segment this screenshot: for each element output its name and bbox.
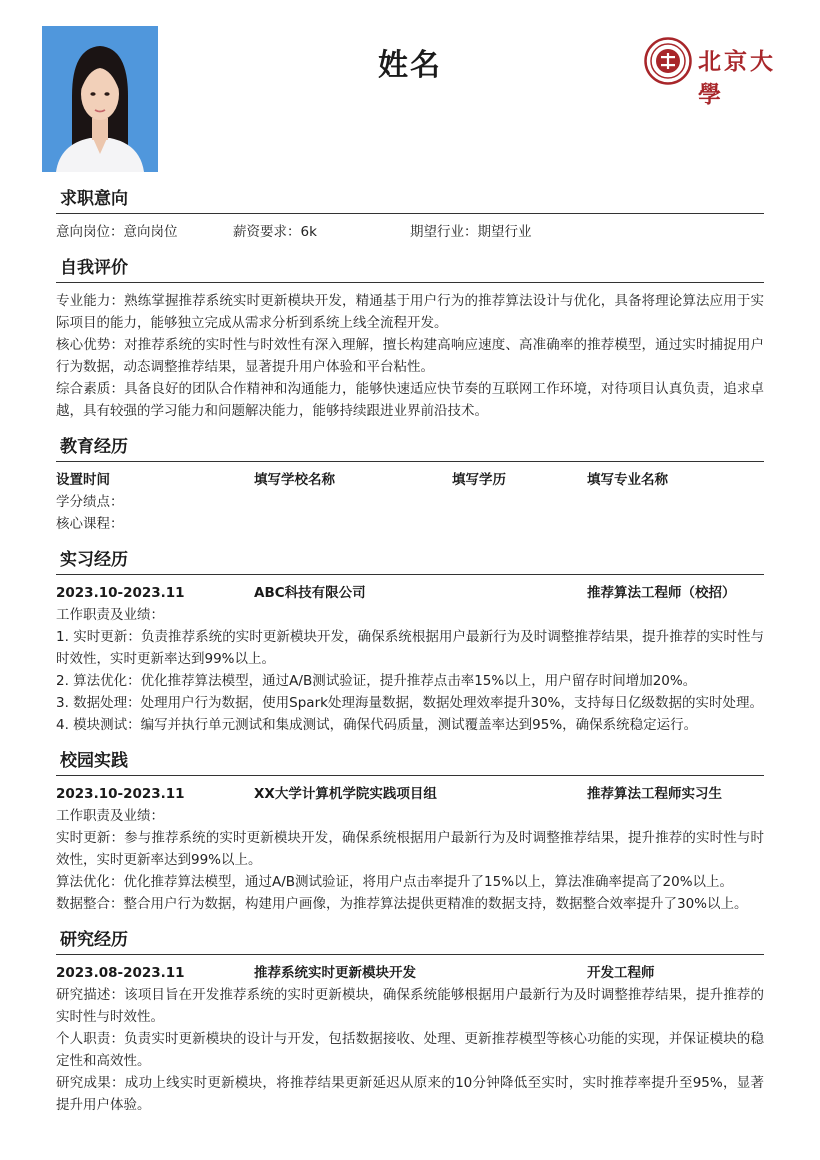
section-research [56, 927, 764, 1116]
research-item: 个人职责：负责实时更新模块的设计与开发，包括数据接收、处理、更新推荐模型等核心功能的实现，并保证模块的稳定性和高效性。 [56, 1031, 764, 1069]
education-degree: 填写学历 [452, 472, 506, 488]
self-eval-paragraph: 专业能力：熟练掌握推荐系统实时更新模块开发，精通基于用户行为的推荐算法设计与优化，具备将理论算法应用于实际项目的能力，能够独立完成从需求分析到系统上线全流程开发。 [56, 293, 764, 331]
education-courses: 核心课程： [56, 516, 124, 532]
internship-time: 2023.10-2023.11 [56, 585, 185, 601]
research-header-row [56, 962, 764, 984]
education-school: 填写学校名称 [254, 472, 335, 488]
university-logo-text: 北京大學 [698, 48, 776, 108]
campus-item: 实时更新：参与推荐系统的实时更新模块开发，确保系统根据用户最新行为及时调整推荐结果，提升推荐的实时性与时效性，实时更新率达到99%以上。 [56, 830, 764, 868]
research-item: 研究描述：该项目旨在开发推荐系统的实时更新模块，确保系统能够根据用户最新行为及时调整推荐结果，提升推荐的实时性与时效性。 [56, 987, 764, 1025]
campus-role: 推荐算法工程师实习生 [587, 786, 722, 802]
education-major: 填写专业名称 [587, 472, 668, 488]
education-time: 设置时间 [56, 472, 110, 488]
internship-header-row [56, 582, 764, 604]
education-header-row [56, 469, 764, 491]
research-project: 推荐系统实时更新模块开发 [254, 965, 416, 981]
research-role: 开发工程师 [587, 965, 655, 981]
research-item: 研究成果：成功上线实时更新模块，将推荐结果更新延迟从原来的10分钟降低至实时，实时推荐率提升至95%，显著提升用户体验。 [56, 1075, 764, 1113]
section-internship [56, 547, 764, 736]
campus-item: 数据整合：整合用户行为数据，构建用户画像，为推荐算法提供更精准的数据支持，数据整合效率提升了30%以上。 [56, 896, 748, 912]
campus-organization: XX大学计算机学院实践项目组 [254, 786, 437, 802]
intent-salary: 薪资要求：6k [233, 224, 317, 240]
intent-position: 意向岗位：意向岗位 [56, 224, 178, 240]
education-gpa: 学分绩点： [56, 494, 124, 510]
university-logo [644, 37, 794, 108]
self-eval-paragraph: 核心优势：对推荐系统的实时性与时效性有深入理解，擅长构建高响应速度、高准确率的推荐模型，通过实时捕捉用户行为数据，动态调整推荐结果，显著提升用户体验和平台粘性。 [56, 337, 764, 375]
university-seal-icon [644, 37, 692, 85]
intent-industry: 期望行业：期望行业 [410, 224, 532, 240]
campus-item: 算法优化：优化推荐算法模型，通过A/B测试验证，将用户点击率提升了15%以上，算法准确率提高了20%以上。 [56, 874, 734, 890]
section-title: 校园实践 [56, 748, 764, 776]
section-title: 研究经历 [56, 927, 764, 955]
research-time: 2023.08-2023.11 [56, 965, 185, 981]
campus-time: 2023.10-2023.11 [56, 786, 185, 802]
internship-item: 3. 数据处理：处理用户行为数据，使用Spark处理海量数据，数据处理效率提升30%，支持每日亿级数据的实时处理。 [56, 695, 763, 711]
internship-item: 4. 模块测试：编写并执行单元测试和集成测试，确保代码质量，测试覆盖率达到95%，确保系统稳定运行。 [56, 717, 698, 733]
section-title: 自我评价 [56, 255, 764, 283]
job-intent-row [56, 221, 764, 243]
section-title: 求职意向 [56, 186, 764, 214]
section-self-evaluation [56, 255, 764, 422]
section-title: 教育经历 [56, 434, 764, 462]
internship-company: ABC科技有限公司 [254, 585, 366, 601]
candidate-name: 姓名 [378, 48, 442, 83]
section-education [56, 434, 764, 535]
duty-label: 工作职责及业绩： [56, 808, 164, 824]
internship-item: 2. 算法优化：优化推荐算法模型，通过A/B测试验证，提升推荐点击率15%以上，用户留存时间增加20%。 [56, 673, 697, 689]
section-job-intent [56, 186, 764, 243]
self-eval-paragraph: 综合素质：具备良好的团队合作精神和沟通能力，能够快速适应快节奏的互联网工作环境，对待项目认真负责，追求卓越，具有较强的学习能力和问题解决能力，能够持续跟进业界前沿技术。 [56, 381, 764, 419]
campus-header-row [56, 783, 764, 805]
section-campus-practice [56, 748, 764, 915]
resume-content [56, 186, 764, 1128]
internship-role: 推荐算法工程师（校招） [587, 585, 736, 601]
duty-label: 工作职责及业绩： [56, 607, 164, 623]
internship-item: 1. 实时更新：负责推荐系统的实时更新模块开发，确保系统根据用户最新行为及时调整推荐结果，提升推荐的实时性与时效性，实时更新率达到99%以上。 [56, 629, 764, 667]
section-title: 实习经历 [56, 547, 764, 575]
